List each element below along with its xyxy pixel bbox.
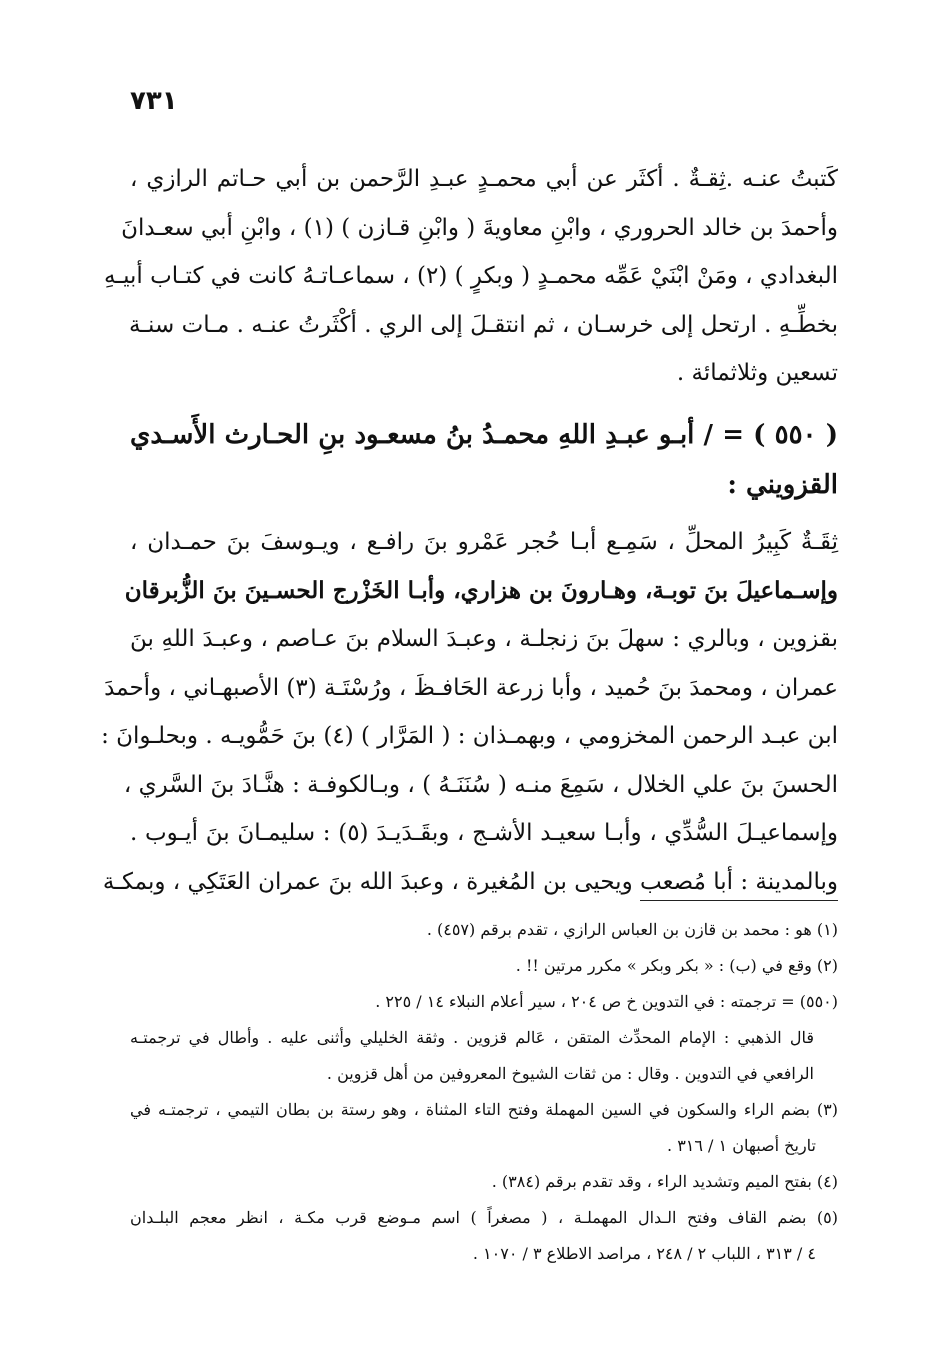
text-line: ابن عبـد الرحمن المخزومي ، وبهمـذان : ( المَرَّار ) (٤) بنَ حَمُّويـه . وبحلـوانَ : bbox=[101, 723, 838, 749]
footnote-2: (٢) وقع في (ب) : « بكر وبكر » مكرر مرتين !! . bbox=[515, 956, 838, 975]
heading-line: ( ٥٥٠ ) = / أبـو عبـدِ اللهِ محمـدُ بنُ مسعـود بنِ الحـارث الأَسـدي bbox=[130, 420, 838, 450]
footnote-5-continued: ٤ / ٣١٣ ، اللباب ٢ / ٢٤٨ ، مراصد الاطلاع ٣ / ١٠٧٠ . bbox=[472, 1244, 816, 1263]
footnote-4: (٤) بفتح الميم وتشديد الراء ، وقد تقدم برقم (٣٨٤) . bbox=[491, 1172, 838, 1191]
text-line: ثِقَـةٌ كَبِيرُ المحلِّ ، سَمِـع أبـا حُجر عَمْرو بنَ رافـع ، ويـوسفَ بنَ حمـدان ، bbox=[130, 529, 838, 555]
text-line: وإسماعيـلَ السُّدِّي ، وأبـا سعيـد الأشـج ، وبقَـدَيـدَ (٥) : سليمـانَ بنَ أيـوب . bbox=[130, 820, 838, 846]
footnote-3: (٣) بضم الراء والسكون في السين المهملة وفتح التاء المثناة ، وهو رستة بن بطان التيمي ، ترجمتـه في bbox=[130, 1100, 838, 1119]
entry-heading-550 bbox=[130, 410, 838, 510]
footnote-5: (٥) بضم القاف وفتح الـدال المهملـة ، ( مصغراً ) اسم مـوضع قرب مكـة ، انظر معجم البلـدان bbox=[130, 1208, 839, 1227]
footnote-550-continued: قال الذهبي : الإمام المحدِّث المتقن ، عَالم قزوين . وثقة الخليلي وأثنى عليه . وأطال في ترجمتـه bbox=[130, 1028, 815, 1047]
footnote-550-continued: الرافعي في التدوين . وقال : من ثقات الشيوخ المعروفين من أهل قزوين . bbox=[326, 1064, 814, 1083]
footnote-1: (١) هو : محمد بن قازن بن العباس الرازي ، تقدم برقم (٤٥٧) . bbox=[426, 920, 838, 939]
text-line: وبالمدينة : أبا مُصعب ويحيى بن المُغيرة ، وعبدَ الله بنَ عمران العَتَكِي ، وبمكـة bbox=[102, 868, 838, 895]
footnote-3-continued: تاريخ أصبهان ١ / ٣١٦ . bbox=[667, 1136, 816, 1155]
text-line: وإسـماعيلَ بنَ توبـة، وهـارونَ بن هزاري، وأبـا الخَزْرج الحسـينَ بنَ الزُّبرقان bbox=[124, 576, 838, 604]
footnote-separator bbox=[640, 900, 838, 901]
text-line: بخطِّـهِ . ارتحل إلى خرسـان ، ثم انتقـلَ إلى الري . أكْثَرتُ عنـه . مـات سنـة bbox=[128, 311, 838, 338]
text-line: الحسنَ بنَ علي الخلال ، سَمِعَ منـه ( سُنَنَـهُ ) ، وبـالكوفـة : هنَّـادَ بنَ السَّري ، bbox=[123, 771, 838, 798]
text-line: كَتبتُ عنـه .ثِقـةٌ . أكثَر عن أبي محمـدٍ عبـدِ الرَّحمن بن أبي حـاتم الرازي ، bbox=[130, 166, 838, 192]
paragraph-previous-entry bbox=[104, 155, 838, 398]
text-line: البغدادي ، ومَنْ ابْنَيْ عَمِّه محمـدٍ ( وبكرٍ ) (٢) ، سماعـاتـهُ كانت في كتـاب أبيـهِ bbox=[104, 263, 838, 289]
page-number: ٧٣١ bbox=[130, 86, 178, 116]
text-line: تسعين وثلاثمائة . bbox=[676, 360, 838, 386]
heading-line: القزويني : bbox=[727, 470, 838, 500]
text-line: بقزوين ، وبالري : سهلَ بنَ زنجلـة ، وعبـدَ السلام بنَ عـاصم ، وعبـدَ اللهِ بنَ bbox=[130, 626, 838, 652]
footnote-550: (٥٥٠) = ترجمته : في التدوين خ ص ٢٠٤ ، سير أعلام النبلاء ١٤ / ٢٢٥ . bbox=[375, 992, 838, 1011]
footnotes bbox=[130, 912, 838, 1272]
paragraph-entry-550 bbox=[101, 518, 838, 906]
text-line: عمران ، ومحمدَ بنَ حُميد ، وأبا زرعة الحَافـظَ ، ورُسْتَـة (٣) الأصبهـاني ، وأحمدَ bbox=[104, 674, 838, 701]
text-line: وأحمدَ بن خالد الحروري ، وابْنِ معاويةَ ( وابْنِ قـازن ) (١) ، وابْنِ أبي سعـدانَ bbox=[121, 214, 838, 241]
